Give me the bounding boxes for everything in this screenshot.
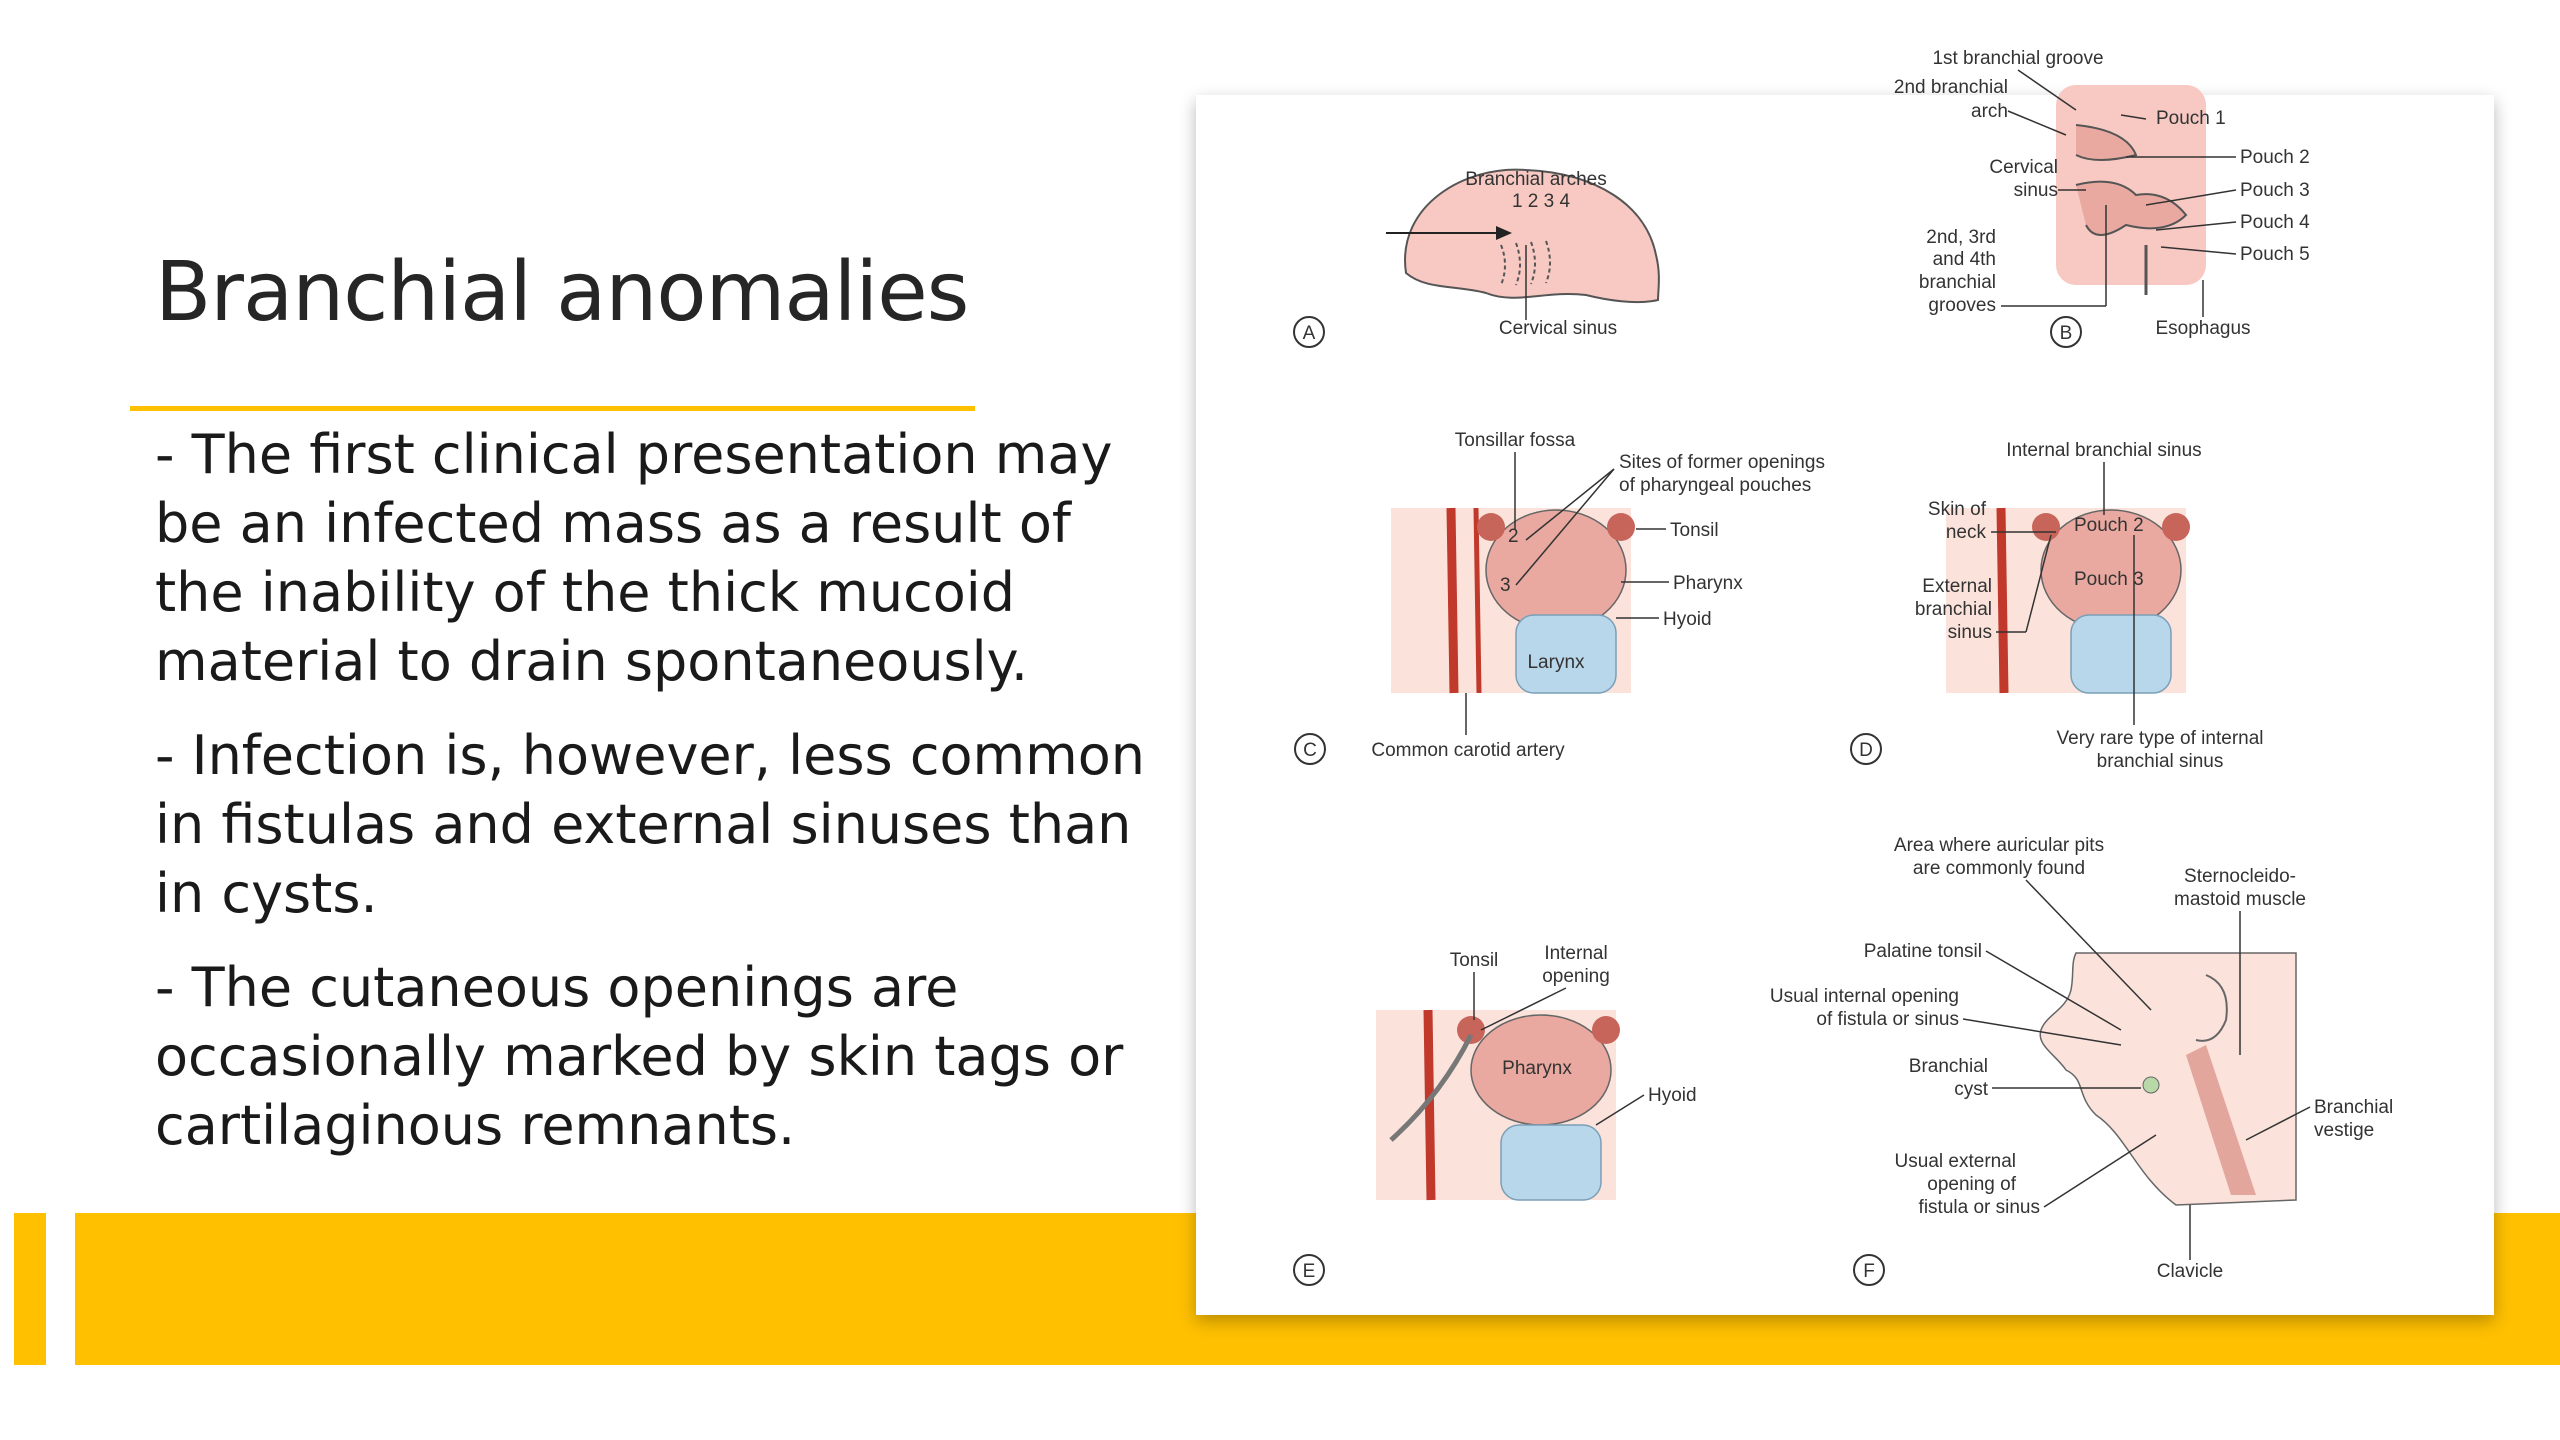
slide-body <box>155 420 1165 1185</box>
label-pharynx-e: Pharynx <box>1502 1058 1572 1079</box>
bullet-infection-frequency: - Infection is, however, less common in fistulas and external sinuses than in cysts. <box>155 724 1146 925</box>
panel-e <box>1294 943 1697 1285</box>
tonsil-c-right <box>1607 513 1635 541</box>
panel-c <box>1295 430 1825 764</box>
label-internal-1: Internal <box>1544 943 1608 964</box>
label-cyst-2: cyst <box>1954 1079 1988 1100</box>
label-rare-2: branchial sinus <box>2096 751 2224 772</box>
tonsil-e-right <box>1592 1016 1620 1044</box>
label-num2: 2 <box>1508 526 1519 547</box>
label-hyoid-e: Hyoid <box>1648 1085 1697 1106</box>
panel-d <box>1851 440 2264 772</box>
panel-letter-a: A <box>1302 323 1316 344</box>
label-tonsil-e: Tonsil <box>1449 950 1499 971</box>
carotid-artery-e <box>1428 1010 1431 1200</box>
tonsil-d-right <box>2162 513 2190 541</box>
label-skin-1: Skin of <box>1927 499 1986 520</box>
label-scm-2: mastoid muscle <box>2174 889 2306 910</box>
label-palatine: Palatine tonsil <box>1863 941 1982 962</box>
label-tonsil-c: Tonsil <box>1670 520 1719 541</box>
carotid-artery-c <box>1451 508 1454 693</box>
branchial-figure-svg <box>1196 48 2494 1315</box>
label-cervical-2: sinus <box>2013 180 2058 201</box>
label-internal-sinus: Internal branchial sinus <box>2006 440 2202 461</box>
label-cervical-1: Cervical <box>1989 157 2058 178</box>
label-cyst-1: Branchial <box>1908 1056 1988 1077</box>
panel-letter-e: E <box>1302 1261 1316 1282</box>
accent-bar-left <box>14 1213 46 1365</box>
label-second-arch-2: arch <box>1971 101 2008 122</box>
bullet-infected-mass: - The first clinical presentation may be an infected mass as a result of the inability of the thick mucoid material to drain spontaneously. <box>155 423 1113 693</box>
label-cervical-sinus: Cervical sinus <box>1498 318 1618 339</box>
label-grooves-1: 2nd, 3rd <box>1926 227 1996 248</box>
label-rare-1: Very rare type of internal <box>2056 728 2264 749</box>
label-grooves-3: branchial <box>1918 272 1996 293</box>
label-internal-2: opening <box>1542 966 1610 987</box>
label-grooves-4: grooves <box>1928 295 1996 316</box>
label-esophagus: Esophagus <box>2155 318 2251 339</box>
label-usual-internal-1: Usual internal opening <box>1769 986 1959 1007</box>
panel-f <box>1770 835 2393 1285</box>
branchial-figure <box>1196 48 2494 1315</box>
label-sites-2: of pharyngeal pouches <box>1619 475 1812 496</box>
label-usual-external-1: Usual external <box>1894 1151 2016 1172</box>
label-vestige-2: vestige <box>2314 1120 2375 1141</box>
label-auricular-1: Area where auricular pits <box>1893 835 2105 856</box>
label-pouch3: Pouch 3 <box>2240 180 2310 201</box>
label-auricular-2: are commonly found <box>1912 858 2086 879</box>
slide-title: Branchial anomalies <box>155 245 969 340</box>
label-usual-external-3: fistula or sinus <box>1918 1197 2040 1218</box>
label-skin-2: neck <box>1945 522 1986 543</box>
panel-a <box>1294 169 1659 347</box>
branchial-cyst <box>2143 1077 2159 1093</box>
label-pouch1: Pouch 1 <box>2156 108 2226 129</box>
panel-letter-d: D <box>1859 740 1873 761</box>
label-hyoid-c: Hyoid <box>1663 609 1712 630</box>
tonsil-d-left <box>2032 513 2060 541</box>
label-tonsillar-fossa: Tonsillar fossa <box>1454 430 1576 451</box>
label-pouch3-d: Pouch 3 <box>2074 569 2144 590</box>
label-larynx: Larynx <box>1527 652 1585 673</box>
label-arch-numbers: 1 2 3 4 <box>1511 191 1571 212</box>
tonsil-c-left <box>1477 513 1505 541</box>
label-grooves-2: and 4th <box>1932 249 1996 270</box>
label-vestige-1: Branchial <box>2314 1097 2394 1118</box>
label-pharynx-c: Pharynx <box>1673 573 1743 594</box>
label-clavicle: Clavicle <box>2156 1261 2224 1282</box>
label-external-2: branchial <box>1914 599 1992 620</box>
pharynx-c <box>1486 510 1626 630</box>
label-usual-external-2: opening of <box>1927 1174 2016 1195</box>
label-usual-internal-2: of fistula or sinus <box>1816 1009 1959 1030</box>
label-pouch2: Pouch 2 <box>2240 147 2310 168</box>
label-num3: 3 <box>1500 575 1511 596</box>
label-second-arch-1: 2nd branchial <box>1893 77 2008 98</box>
carotid-artery-d <box>2001 508 2004 693</box>
label-external-1: External <box>1922 576 1992 597</box>
bullet-cutaneous-openings: - The cutaneous openings are occasionally marked by skin tags or cartilaginous remnants. <box>155 956 1124 1157</box>
label-carotid: Common carotid artery <box>1371 740 1565 761</box>
panel-letter-f: F <box>1863 1261 1875 1282</box>
label-first-groove: 1st branchial groove <box>1932 48 2104 69</box>
larynx-e <box>1501 1125 1601 1200</box>
label-pouch2-d: Pouch 2 <box>2074 515 2144 536</box>
panel-b <box>1894 48 2310 347</box>
panel-letter-b: B <box>2059 323 2073 344</box>
label-pouch5: Pouch 5 <box>2240 244 2310 265</box>
title-underline <box>130 406 975 411</box>
panel-letter-c: C <box>1303 740 1317 761</box>
label-scm-1: Sternocleido- <box>2184 866 2296 887</box>
carotid-artery-c2 <box>1476 508 1479 693</box>
label-sites-1: Sites of former openings <box>1619 452 1825 473</box>
label-external-3: sinus <box>1947 622 1992 643</box>
face-profile <box>2040 953 2296 1205</box>
label-pouch4: Pouch 4 <box>2240 212 2310 233</box>
larynx-d <box>2071 615 2171 693</box>
label-branchial-arches: Branchial arches <box>1465 169 1607 190</box>
